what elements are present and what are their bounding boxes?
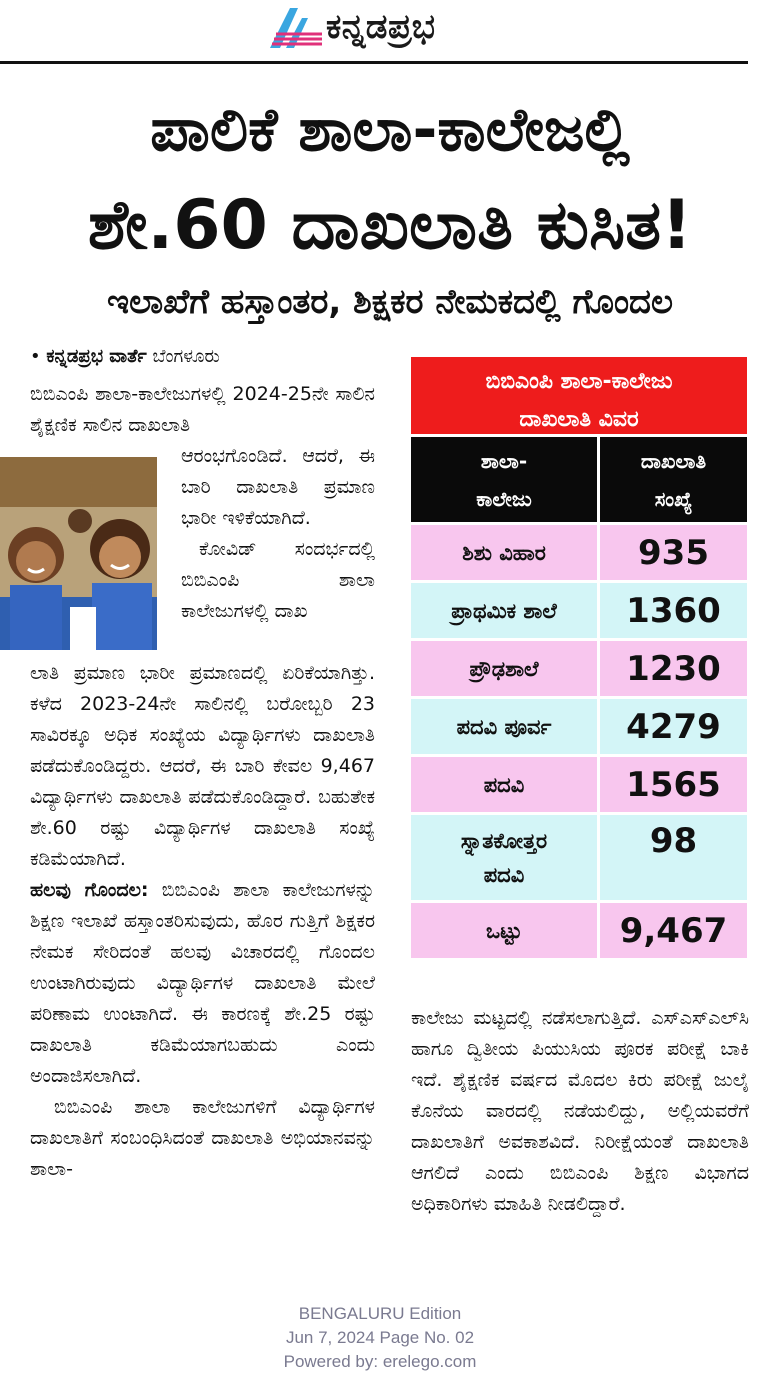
article-para3 — [30, 875, 375, 1092]
table-header-count: ದಾಖಲಾತಿ ಸಂಖ್ಯೆ — [600, 437, 747, 522]
row-label: ಪ್ರೌಢಶಾಲೆ — [469, 656, 539, 681]
row-label: ಪ್ರಾಥಮಿಕ ಶಾಲೆ — [451, 598, 557, 623]
article-para1-side: ಆರಂಭಗೊಂಡಿದೆ. ಆದರೆ, ಈ ಬಾರಿ ದಾಖಲಾತಿ ಪ್ರಮಾಣ ಭಾರೀ ಇಳಿಕೆಯಾಗಿದೆ. ಕೋವಿಡ್ ಸಂದರ್ಭದಲ್ಲಿ ಬಿಬಿಎಂಪಿ ಶಾಲಾ ಕಾಲೇಜುಗಳಲ್ಲಿ ದಾಖ — [181, 441, 375, 627]
headline-line-1: ಪಾಲಿಕೆ ಶಾಲಾ-ಕಾಲೇಜಲ್ಲಿ — [150, 95, 630, 165]
para3-lead: ಹಲವು ಗೊಂದಲ: — [30, 879, 149, 901]
byline-bullet: • — [30, 346, 41, 367]
row-value: 1230 — [626, 648, 721, 689]
article-left-column — [30, 658, 375, 1185]
table-row — [411, 757, 747, 812]
article-para4: ಬಿಬಿಎಂಪಿ ಶಾಲಾ ಕಾಲೇಜುಗಳಿಗೆ ವಿದ್ಯಾರ್ಥಿಗಳ ದಾಖಲಾತಿಗೆ ಸಂಬಂಧಿಸಿದಂತೆ ದಾಖಲಾತಿ ಅಭಿಯಾನವನ್ನು ಶಾಲಾ- — [30, 1096, 375, 1180]
page-footer — [0, 1302, 760, 1374]
article-para5: ಕಾಲೇಜು ಮಟ್ಟದಲ್ಲಿ ನಡೆಸಲಾಗುತ್ತಿದೆ. ಎಸ್ಎಸ್ಎಲ್‌ಸಿ ಹಾಗೂ ದ್ವಿತೀಯ ಪಿಯುಸಿಯ ಪೂರಕ ಪರೀಕ್ಷೆ ಬಾಕಿ ಇದೆ. ಶೈಕ್ಷಣಿಕ ವರ್ಷದ ಮೊದಲ ಕಿರು ಪರೀಕ್ಷೆ ಜುಲೈ ಕೊನೆಯ ವಾರದಲ್ಲಿ ನಡೆಯಲಿದ್ದು, ಅಲ್ಲಿಯವರೆಗೆ ದಾಖಲಾತಿಗೆ ಅವಕಾಶವಿದೆ. ನಿರೀಕ್ಷೆಯಂತೆ ದಾಖಲಾತಿ ಆಗಲಿದೆ ಎಂದು ಬಿಬಿಎಂಪಿ ಶಿಕ್ಷಣ ವಿಭಾಗದ ಅಧಿಕಾರಿಗಳು ಮಾಹಿತಿ ನೀಡಲಿದ್ದಾರೆ. — [411, 1007, 749, 1215]
footer-edition: BENGALURU Edition — [298, 1304, 462, 1323]
row-label: ಸ್ನಾತಕೋತ್ತರ ಪದವಿ — [460, 828, 548, 887]
table-row — [411, 641, 747, 696]
kannadaprabha-logo-icon — [266, 4, 324, 50]
headline-line-2: ಶೇ.60 ದಾಖಲಾತಿ ಕುಸಿತ! — [87, 186, 693, 265]
row-value: 98 — [649, 821, 698, 861]
row-label: ಪದವಿ — [483, 772, 525, 797]
table-row-total — [411, 903, 747, 958]
table-row — [411, 583, 747, 638]
row-value: 1565 — [626, 764, 721, 805]
footer-date-page: Jun 7, 2024 Page No. 02 — [285, 1328, 475, 1347]
masthead — [0, 0, 760, 64]
students-photo — [0, 457, 157, 650]
byline-place: ಬೆಂಗಳೂರು — [152, 346, 220, 367]
article-para1-top: ಬಿಬಿಎಂಪಿ ಶಾಲಾ-ಕಾಲೇಜುಗಳಲ್ಲಿ 2024-25ನೇ ಸಾಲಿನ ಶೈಕ್ಷಣಿಕ ಸಾಲಿನ ದಾಖಲಾತಿ — [30, 383, 375, 436]
row-value: 9,467 — [619, 910, 728, 951]
row-value: 935 — [638, 532, 709, 573]
para3-body: ಬಿಬಿಎಂಪಿ ಶಾಲಾ ಕಾಲೇಜುಗಳನ್ನು ಶಿಕ್ಷಣ ಇಲಾಖೆ ಹಸ್ತಾಂತರಿಸುವುದು, ಹೊರ ಗುತ್ತಿಗೆ ಶಿಕ್ಷಕರ ನೇಮಕ ಸೇರಿದಂತೆ ಹಲವು ವಿಚಾರದಲ್ಲಿ ಗೊಂದಲ ಉಂಟಾಗಿರುವುದು ವಿದ್ಯಾರ್ಥಿಗಳ ದಾಖಲಾತಿ ಮೇಲೆ ಪರಿಣಾಮ ಉಂಟಾಗಿದೆ. ಈ ಕಾರಣಕ್ಕೆ ಶೇ.25 ರಷ್ಟು ದಾಖಲಾತಿ ಕಡಿಮೆಯಾಗಬಹುದು ಎಂದು ಅಂದಾಜಿಸಲಾಗಿದೆ. — [30, 879, 375, 1087]
table-header-row — [411, 437, 747, 522]
table-row — [411, 815, 747, 900]
logo-text: ಕನ್ನಡಪ್ರಭ — [326, 7, 436, 47]
subheadline: ಇಲಾಖೆಗೆ ಹಸ್ತಾಂತರ, ಶಿಕ್ಷಕರ ನೇಮಕದಲ್ಲಿ ಗೊಂದಲ — [106, 282, 674, 322]
article-right-column — [411, 1003, 749, 1220]
students-photo-image — [0, 457, 157, 650]
table-row — [411, 699, 747, 754]
table-row — [411, 525, 747, 580]
row-label: ಒಟ್ಟು — [485, 918, 522, 943]
row-label: ಶಿಶು ವಿಹಾರ — [462, 540, 546, 565]
row-label: ಪದವಿ ಪೂರ್ವ — [456, 714, 552, 739]
article-para2-rest: ಲಾತಿ ಪ್ರಮಾಣ ಭಾರೀ ಪ್ರಮಾಣದಲ್ಲಿ ಏರಿಕೆಯಾಗಿತ್ತು. ಕಳೆದ 2023-24ನೇ ಸಾಲಿನಲ್ಲಿ ಬರೋಬ್ಬರಿ 23 ಸಾವಿರಕ್ಕೂ ಅಧಿಕ ಸಂಖ್ಯೆಯ ವಿದ್ಯಾರ್ಥಿಗಳು ದಾಖಲಾತಿ ಪಡೆದುಕೊಂಡಿದ್ದರು. ಆದರೆ, ಈ ಬಾರಿ ಕೇವಲ 9,467 ವಿದ್ಯಾರ್ಥಿಗಳು ದಾಖಲಾತಿ ಪಡೆದುಕೊಂಡಿದ್ದಾರೆ. ಬಹುತೇಕ ಶೇ.60 ರಷ್ಟು ವಿದ್ಯಾರ್ಥಿಗಳ ದಾಖಲಾತಿ ಸಂಖ್ಯೆ ಕಡಿಮೆಯಾಗಿದೆ. — [30, 662, 375, 870]
row-value: 1360 — [626, 590, 721, 631]
footer-powered-link[interactable]: Powered by: erelego.com — [283, 1352, 477, 1371]
table-header-category: ಶಾಲಾ- ಕಾಲೇಜು — [411, 437, 597, 522]
byline — [30, 346, 220, 367]
byline-brand: ಕನ್ನಡಪ್ರಭ ವಾರ್ತೆ — [46, 346, 147, 367]
article-para2-side: ಕೋವಿಡ್ ಸಂದರ್ಭದಲ್ಲಿ ಬಿಬಿಎಂಪಿ ಶಾಲಾ ಕಾಲೇಜುಗಳಲ್ಲಿ ದಾಖ — [181, 538, 375, 622]
masthead-rule — [0, 61, 748, 64]
enrollment-table — [411, 357, 747, 958]
table-title: ಬಿಬಿಎಂಪಿ ಶಾಲಾ-ಕಾಲೇಜು ದಾಖಲಾತಿ ವಿವರ — [411, 357, 747, 434]
row-value: 4279 — [626, 706, 721, 747]
